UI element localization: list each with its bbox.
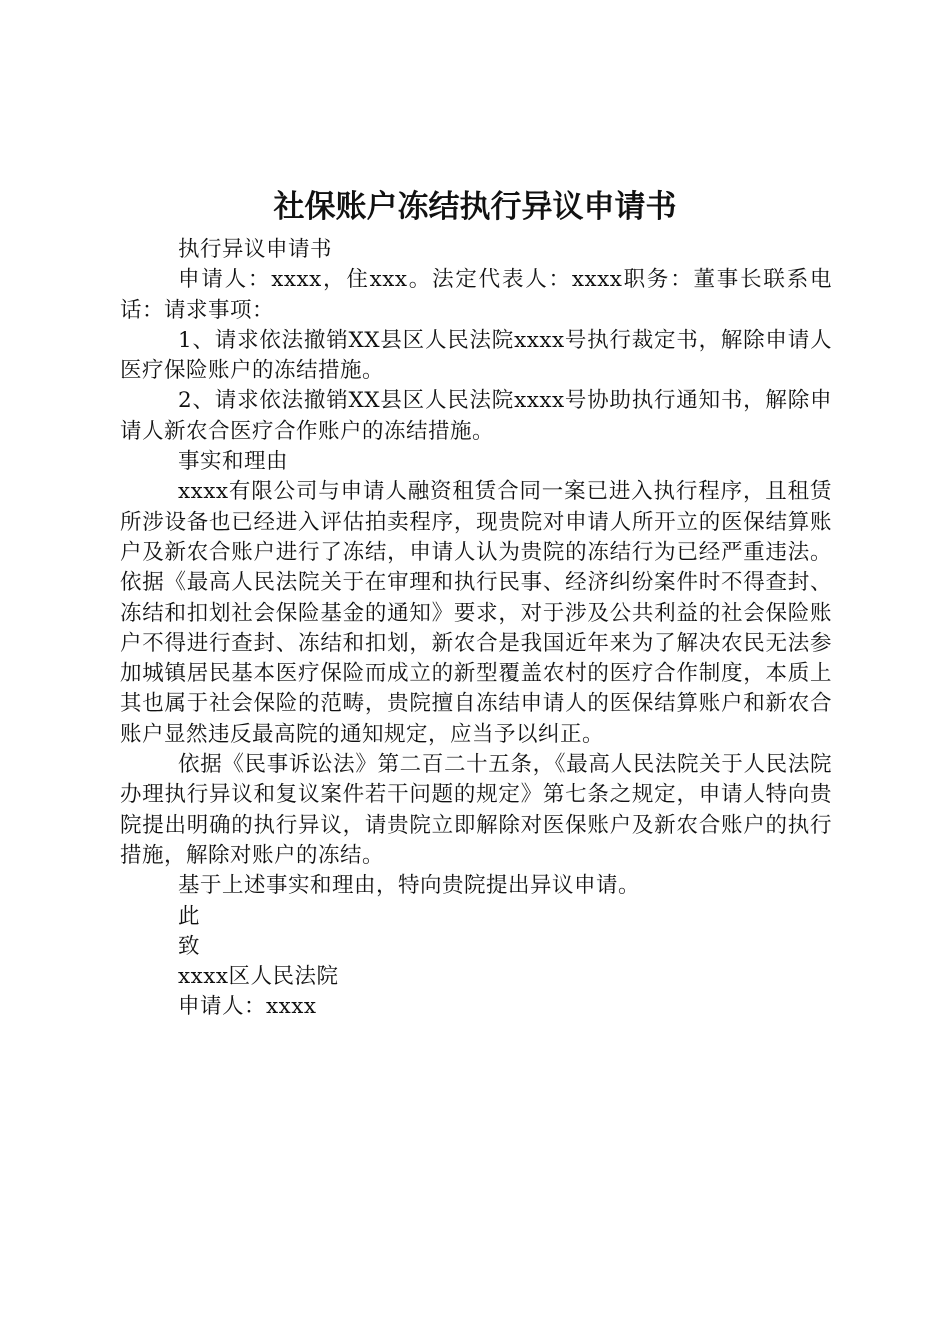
applicant-info-paragraph: 申请人：xxxx，住xxx。法定代表人：xxxx职务：董事长联系电话：请求事项： <box>120 267 832 323</box>
legal-basis-paragraph: 依据《民事诉讼法》第二百二十五条，《最高人民法院关于人民法院办理执行异议和复议案件若干问题的规定》第七条之规定，申请人特向贵院提出明确的执行异议，请贵院立即解除对医保账户及新农合账户的执行措施，解除对账户的冻结。 <box>120 752 832 868</box>
request-item-2: 2、请求依法撤销XX县区人民法院xxxx号协助执行通知书，解除申请人新农合医疗合作账户的冻结措施。 <box>120 388 832 444</box>
applicant-signature: 申请人：xxxx <box>178 994 317 1020</box>
facts-heading: 事实和理由 <box>178 449 289 475</box>
recipient-court: xxxx区人民法院 <box>178 964 339 990</box>
request-item-1: 1、请求依法撤销XX县区人民法院xxxx号执行裁定书，解除申请人医疗保险账户的冻结措施。 <box>120 327 832 384</box>
conclusion-paragraph: 基于上述事实和理由，特向贵院提出异议申请。 <box>178 873 641 899</box>
document-body <box>120 235 832 1023</box>
document-title: 社保账户冻结执行异议申请书 <box>273 189 677 225</box>
facts-paragraph: xxxx有限公司与申请人融资租赁合同一案已进入执行程序，且租赁所涉设备也已经进入评估拍卖程序，现贵院对申请人所开立的医保结算账户及新农合账户进行了冻结，申请人认为贵院的冻结行为已经严重违法。依据《最高人民法院关于在审理和执行民事、经济纠纷案件时不得查封、冻结和扣划社会保险基金的通知》要求，对于涉及公共利益的社会保险账户不得进行查封、冻结和扣划，新农合是我国近年来为了解决农民无法参加城镇居民基本医疗保险而成立的新型覆盖农村的医疗合作制度，本质上其也属于社会保险的范畴，贵院擅自冻结申请人的医保结算账户和新农合账户显然违反最高院的通知规定，应当予以纠正。 <box>120 479 832 747</box>
salutation-ci: 此 <box>178 903 201 929</box>
subtitle-paragraph: 执行异议申请书 <box>178 237 333 262</box>
salutation-zhi: 致 <box>178 933 201 959</box>
